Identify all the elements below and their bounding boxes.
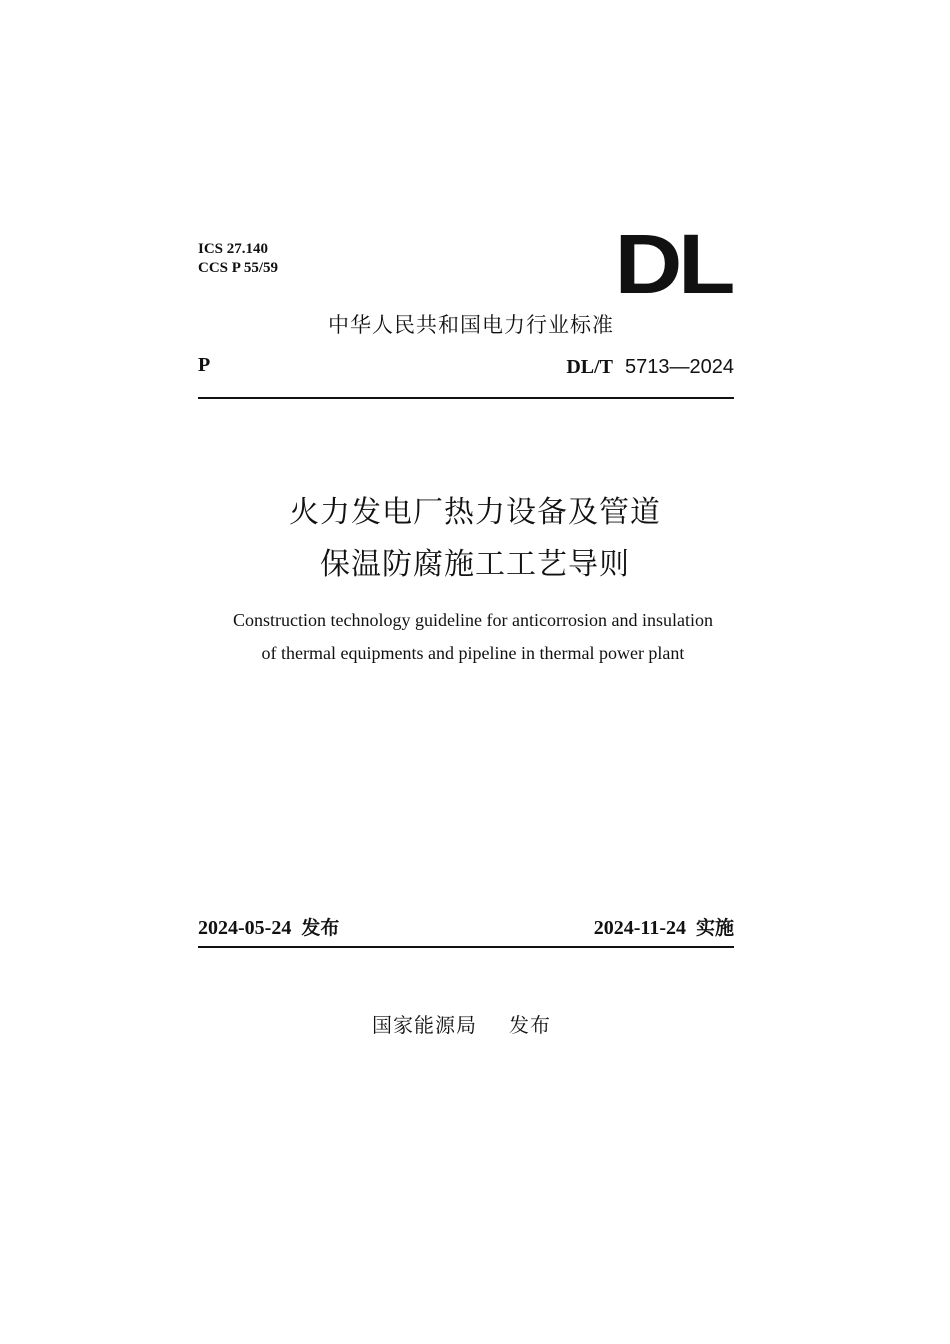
effective-date-value: 2024-11-24	[593, 917, 686, 939]
title-cn-line1: 火力发电厂热力设备及管道	[289, 495, 661, 530]
effective-date-label: 实施	[695, 917, 734, 939]
top-divider	[198, 397, 734, 399]
classification-codes	[198, 240, 278, 278]
issue-date	[198, 913, 339, 940]
title-en-line2: of thermal equipments and pipeline in thermal power plant	[261, 643, 685, 663]
ics-code: ICS 27.140	[198, 241, 269, 257]
standard-prefix: DL/T	[566, 356, 614, 378]
standard-organization: 中华人民共和国电力行业标准	[328, 313, 614, 337]
dl-logo: DL	[614, 217, 731, 311]
ccs-code: CCS P 55/59	[198, 260, 279, 276]
standard-code	[566, 356, 734, 379]
title-en-line1: Construction technology guideline for anticorrosion and insulation	[233, 610, 713, 630]
standard-number: 5713—2024	[625, 356, 734, 378]
issue-date-value: 2024-05-24	[198, 917, 292, 939]
issue-date-label: 发布	[301, 917, 340, 939]
publisher-name: 国家能源局	[372, 1013, 477, 1037]
category-label: P	[198, 354, 211, 376]
bottom-divider	[198, 946, 734, 948]
publisher-line	[372, 1009, 551, 1038]
title-cn-line2: 保温防腐施工工艺导则	[320, 547, 630, 582]
effective-date	[594, 913, 734, 940]
publisher-action: 发布	[509, 1013, 551, 1037]
